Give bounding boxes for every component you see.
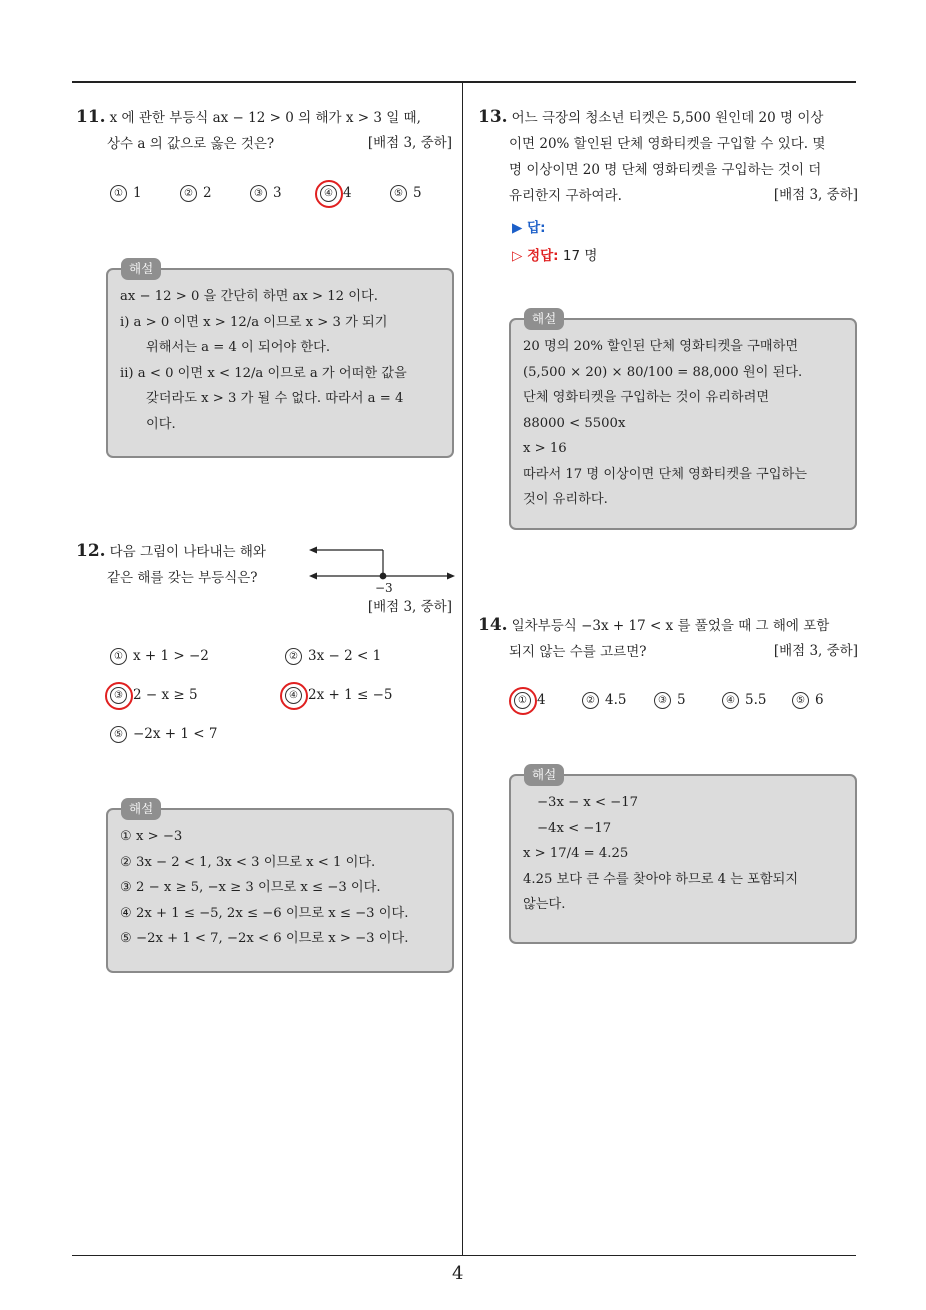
solution-line: 위해서는 a = 4 이 되어야 한다. — [146, 340, 331, 355]
answer-label: ▶ 답: — [512, 220, 546, 236]
choice-text: 5.5 — [745, 692, 767, 708]
question-14 — [478, 612, 858, 668]
solution-line: 따라서 17 명 이상이면 단체 영화티켓을 구입하는 — [523, 466, 807, 482]
correct-answer-value: 17 명 — [562, 248, 598, 264]
choice-mark: ③ — [110, 687, 127, 704]
choice-mark: ⑤ — [792, 692, 809, 709]
choice-text: 1 — [133, 185, 142, 201]
solution-line: ③ 2 − x ≥ 5, −x ≥ 3 이므로 x ≤ −3 이다. — [120, 880, 381, 895]
choice-text: 2x + 1 ≤ −5 — [308, 687, 393, 703]
q12-choices — [110, 648, 450, 748]
question-13 — [478, 104, 858, 214]
question-number: 14. — [478, 615, 508, 635]
number-line-figure — [305, 540, 460, 595]
selected-answer-circle — [315, 180, 343, 208]
choice-mark: ④ — [285, 687, 302, 704]
choice-3[interactable] — [654, 692, 686, 709]
solution-line: ② 3x − 2 < 1, 3x < 3 이므로 x < 1 이다. — [120, 854, 376, 870]
solution-line: x > 17/4 = 4.25 — [523, 846, 629, 861]
choice-text: 5 — [677, 692, 686, 708]
top-rule — [72, 81, 856, 83]
solution-line: (5,500 × 20) × 80/100 = 88,000 원이 된다. — [523, 364, 803, 380]
difficulty-label: [배점 3, 중하] — [773, 187, 858, 203]
correct-answer-row — [512, 244, 597, 264]
page-number: 4 — [452, 1263, 464, 1284]
solution-tag: 해설 — [524, 764, 564, 786]
solution-line: ax − 12 > 0 을 간단히 하면 ax > 12 이다. — [120, 289, 378, 304]
difficulty-label: [배점 3, 중하] — [367, 599, 452, 615]
choice-text: 4 — [537, 692, 546, 708]
choice-mark: ④ — [320, 185, 337, 202]
choice-text: x + 1 > −2 — [133, 648, 209, 664]
question-text-line4: 유리한지 구하여라. — [509, 188, 622, 204]
choice-text: 5 — [413, 185, 422, 201]
point-label: −3 — [375, 581, 393, 595]
choice-5[interactable] — [110, 726, 217, 743]
choice-5[interactable] — [792, 692, 824, 709]
choice-text: 3x − 2 < 1 — [308, 648, 382, 664]
choice-mark: ③ — [654, 692, 671, 709]
choice-2[interactable] — [180, 185, 212, 202]
question-number: 13. — [478, 107, 508, 127]
solution-line: 단체 영화티켓을 구입하는 것이 유리하려면 — [523, 390, 770, 405]
choice-text: 2 − x ≥ 5 — [133, 687, 198, 703]
solution-line: ⅰ) a > 0 이면 x > 12/a 이므로 x > 3 가 되기 — [120, 314, 388, 330]
choice-3[interactable] — [250, 185, 282, 202]
question-text-line2: 이면 20% 할인된 단체 영화티켓을 구입할 수 있다. 몇 — [509, 136, 826, 152]
choice-mark: ⑤ — [390, 185, 407, 202]
question-text-line1: x 에 관한 부등식 ax − 12 > 0 의 해가 x > 3 일 때, — [109, 110, 421, 126]
solution-line: 88000 < 5500x — [523, 415, 626, 431]
choice-2[interactable] — [285, 648, 381, 665]
question-text-line1: 일차부등식 −3x + 17 < x 를 풀었을 때 그 해에 포함 — [511, 618, 830, 634]
choice-2[interactable] — [582, 692, 626, 709]
question-text-line1: 어느 극장의 청소년 티켓은 5,500 원인데 20 명 이상 — [511, 110, 824, 126]
question-number: 12. — [76, 541, 106, 561]
q12-solution-box — [106, 808, 454, 973]
choice-mark: ③ — [250, 185, 267, 202]
q14-choices — [514, 692, 854, 716]
solution-line: ⑤ −2x + 1 < 7, −2x < 6 이므로 x > −3 이다. — [120, 931, 409, 946]
choice-mark: ④ — [722, 692, 739, 709]
choice-text: 3 — [273, 185, 282, 201]
choice-mark: ② — [582, 692, 599, 709]
selected-answer-circle — [280, 682, 308, 710]
solution-line: 20 명의 20% 할인된 단체 영화티켓을 구매하면 — [523, 339, 799, 354]
q11-choices — [110, 185, 450, 209]
choice-4[interactable] — [722, 692, 766, 709]
choice-text: 2 — [203, 185, 212, 201]
choice-5[interactable] — [390, 185, 422, 202]
choice-text: 4 — [343, 185, 352, 201]
solution-line: ① x > −3 — [120, 829, 183, 844]
difficulty-label: [배점 3, 중하] — [367, 135, 452, 151]
solution-line: 것이 유리하다. — [523, 492, 608, 507]
choice-mark: ⑤ — [110, 726, 127, 743]
selected-answer-circle — [509, 687, 537, 715]
solution-tag: 해설 — [524, 308, 564, 330]
question-text-line2: 상수 a 의 값으로 옳은 것은? — [107, 136, 275, 152]
column-divider — [462, 83, 463, 1255]
solution-line: 4.25 보다 큰 수를 찾아야 하므로 4 는 포함되지 — [523, 871, 799, 887]
question-text-line2: 같은 해를 갖는 부등식은? — [107, 570, 258, 586]
question-text-line3: 명 이상이면 20 명 단체 영화티켓을 구입하는 것이 더 — [509, 162, 822, 178]
choice-mark: ① — [110, 185, 127, 202]
choice-text: −2x + 1 < 7 — [133, 726, 218, 742]
solution-line: 않는다. — [523, 897, 566, 912]
solution-line: 갖더라도 x > 3 가 될 수 없다. 따라서 a = 4 — [146, 391, 404, 406]
solution-tag: 해설 — [121, 258, 161, 280]
q14-solution-box — [509, 774, 857, 944]
choice-1[interactable] — [110, 648, 209, 665]
choice-mark: ② — [180, 185, 197, 202]
choice-mark: ① — [110, 648, 127, 665]
choice-1[interactable] — [110, 185, 142, 202]
selected-answer-circle — [105, 682, 133, 710]
choice-mark: ② — [285, 648, 302, 665]
solution-line: ⅱ) a < 0 이면 x < 12/a 이므로 a 가 어떠한 값을 — [120, 365, 407, 381]
answer-field[interactable] — [512, 216, 546, 236]
choice-text: 6 — [815, 692, 824, 708]
solution-line: −3x − x < −17 — [537, 795, 639, 810]
correct-answer-label: ▷ 정답: — [512, 248, 559, 264]
question-11 — [76, 104, 452, 160]
solution-line: 이다. — [146, 416, 176, 432]
solution-line: −4x < −17 — [537, 820, 612, 836]
q11-solution-box — [106, 268, 454, 458]
choice-text: 4.5 — [605, 692, 627, 708]
bottom-rule — [72, 1255, 856, 1256]
question-number: 11. — [76, 107, 106, 127]
solution-line: ④ 2x + 1 ≤ −5, 2x ≤ −6 이므로 x ≤ −3 이다. — [120, 905, 409, 921]
difficulty-label: [배점 3, 중하] — [773, 643, 858, 659]
solution-tag: 해설 — [121, 798, 161, 820]
q13-solution-box — [509, 318, 857, 530]
solution-line: x > 16 — [523, 441, 567, 456]
question-text-line2: 되지 않는 수를 고르면? — [509, 644, 647, 660]
question-text-line1: 다음 그림이 나타내는 해와 — [109, 544, 266, 560]
choice-mark: ① — [514, 692, 531, 709]
